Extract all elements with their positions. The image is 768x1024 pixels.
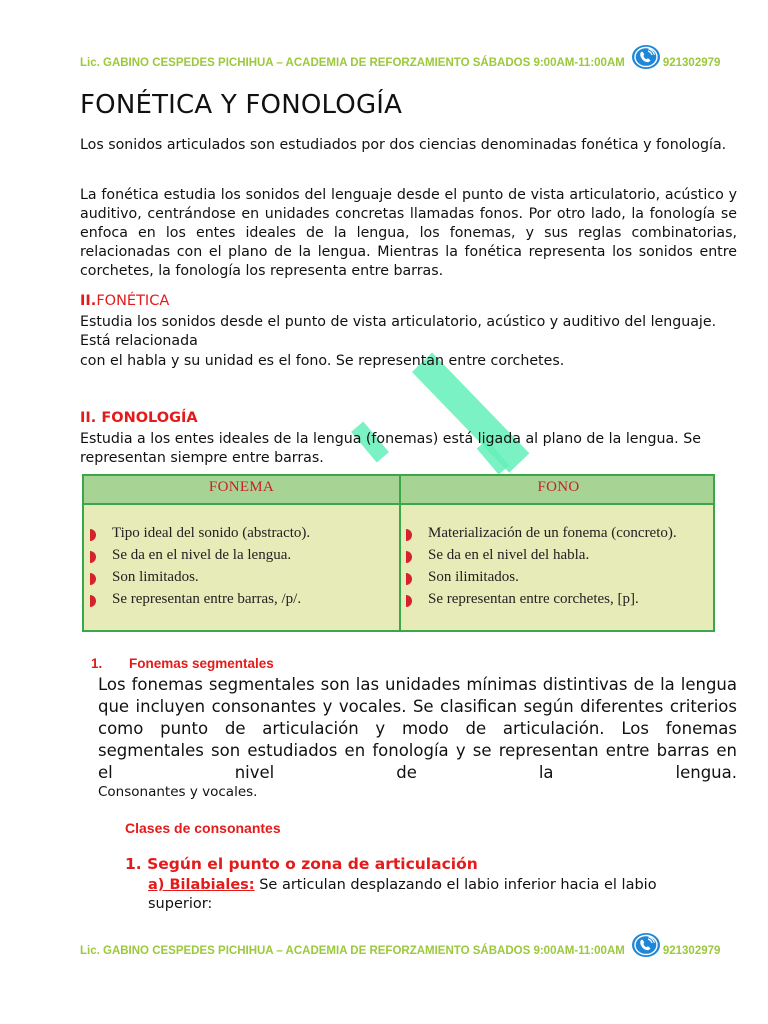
phone-icon	[631, 932, 661, 958]
fonetica-text: con el habla y su unidad es el fono. Se representan entre corchetes.	[80, 353, 565, 369]
table-divider	[399, 476, 401, 630]
bullet-icon	[406, 573, 412, 585]
bullet-icon	[90, 595, 96, 607]
list-item: Tipo ideal del sonido (abstracto).	[86, 525, 310, 547]
fonema-list	[86, 525, 310, 613]
table-header-fono: FONO	[537, 479, 580, 495]
segun-heading: 1. Según el punto o zona de articulación	[125, 855, 478, 873]
bilabiales-paragraph	[148, 876, 708, 914]
phone-icon	[631, 44, 661, 70]
intro-paragraph: Los sonidos articulados son estudiados por dos ciencias denominadas fonética y fonología.	[80, 137, 727, 153]
list-item: Son ilimitados.	[402, 569, 677, 591]
section-heading-fonetica	[80, 293, 169, 309]
clases-heading: Clases de consonantes	[125, 820, 281, 836]
fonetica-text: Estudia los sonidos desde el punto de vista articulatorio, acústico y auditivo del lenguaje. Está relacionada	[80, 314, 717, 349]
page-title: FONÉTICA Y FONOLOGÍA	[80, 90, 403, 120]
fono-list	[402, 525, 677, 613]
bullet-icon	[406, 551, 412, 563]
section-number: II.	[80, 293, 97, 309]
page-footer	[80, 934, 740, 968]
comparison-table	[82, 474, 715, 632]
footer-phone: 921302979	[662, 945, 721, 957]
table-header-fonema: FONEMA	[208, 479, 275, 495]
bullet-icon	[90, 529, 96, 541]
page-header	[80, 46, 740, 80]
bullet-icon	[406, 595, 412, 607]
header-phone: 921302979	[662, 57, 721, 69]
header-text: Lic. GABINO CESPEDES PICHIHUA – ACADEMIA DE REFORZAMIENTO SÁBADOS 9:00AM-11:00AM	[80, 57, 625, 69]
list-item: Son limitados.	[86, 569, 310, 591]
list-item: Se da en el nivel del habla.	[402, 547, 677, 569]
list-item: Materialización de un fonema (concreto).	[402, 525, 677, 547]
list-item: Se representan entre barras, /p/.	[86, 591, 310, 613]
list-number: 1.	[91, 656, 103, 671]
bilabiales-label: a) Bilabiales:	[148, 877, 255, 893]
fonologia-text: Estudia a los entes ideales de la lengua (fonemas) está ligada al plano de la lengua. Se representan siempre entre barras.	[80, 431, 701, 466]
segmentales-paragraph: Los fonemas segmentales son las unidades mínimas distintivas de la lengua que incluyen consonantes y vocales. Se clasifican según diferentes criterios como punto de articulación y modo de articulación. Los fonemas segmentales son estudiados en fonología y se representan entre barras en el nivel de la lengua.	[98, 675, 737, 782]
bullet-icon	[406, 529, 412, 541]
bullet-icon	[90, 573, 96, 585]
section-heading-fonologia: II. FONOLOGÍA	[80, 410, 198, 426]
intro-paragraph: La fonética estudia los sonidos del lenguaje desde el punto de vista articulatorio, acústico y auditivo, centrándose en unidades concretas llamadas fonos. Por otro lado, la fonología se enfoca en los entes ideales de la lengua, los fonemas, y sus reglas combinatorias, relacionadas con el plano de la lengua. Mientras la fonética representa los sonidos entre corchetes, la fonología los representa entre barras.	[80, 187, 737, 279]
segmentales-heading	[91, 656, 274, 671]
segmentales-title: Fonemas segmentales	[129, 656, 274, 671]
footer-text: Lic. GABINO CESPEDES PICHIHUA – ACADEMIA DE REFORZAMIENTO SÁBADOS 9:00AM-11:00AM	[80, 945, 625, 957]
segmentales-last-line: Consonantes y vocales.	[98, 784, 258, 800]
list-item: Se representan entre corchetes, [p].	[402, 591, 677, 613]
section-title: FONÉTICA	[96, 293, 170, 309]
list-item: Se da en el nivel de la lengua.	[86, 547, 310, 569]
bullet-icon	[90, 551, 96, 563]
bilabiales-text: Se articulan desplazando el labio inferior hacia el labio superior:	[148, 877, 657, 912]
